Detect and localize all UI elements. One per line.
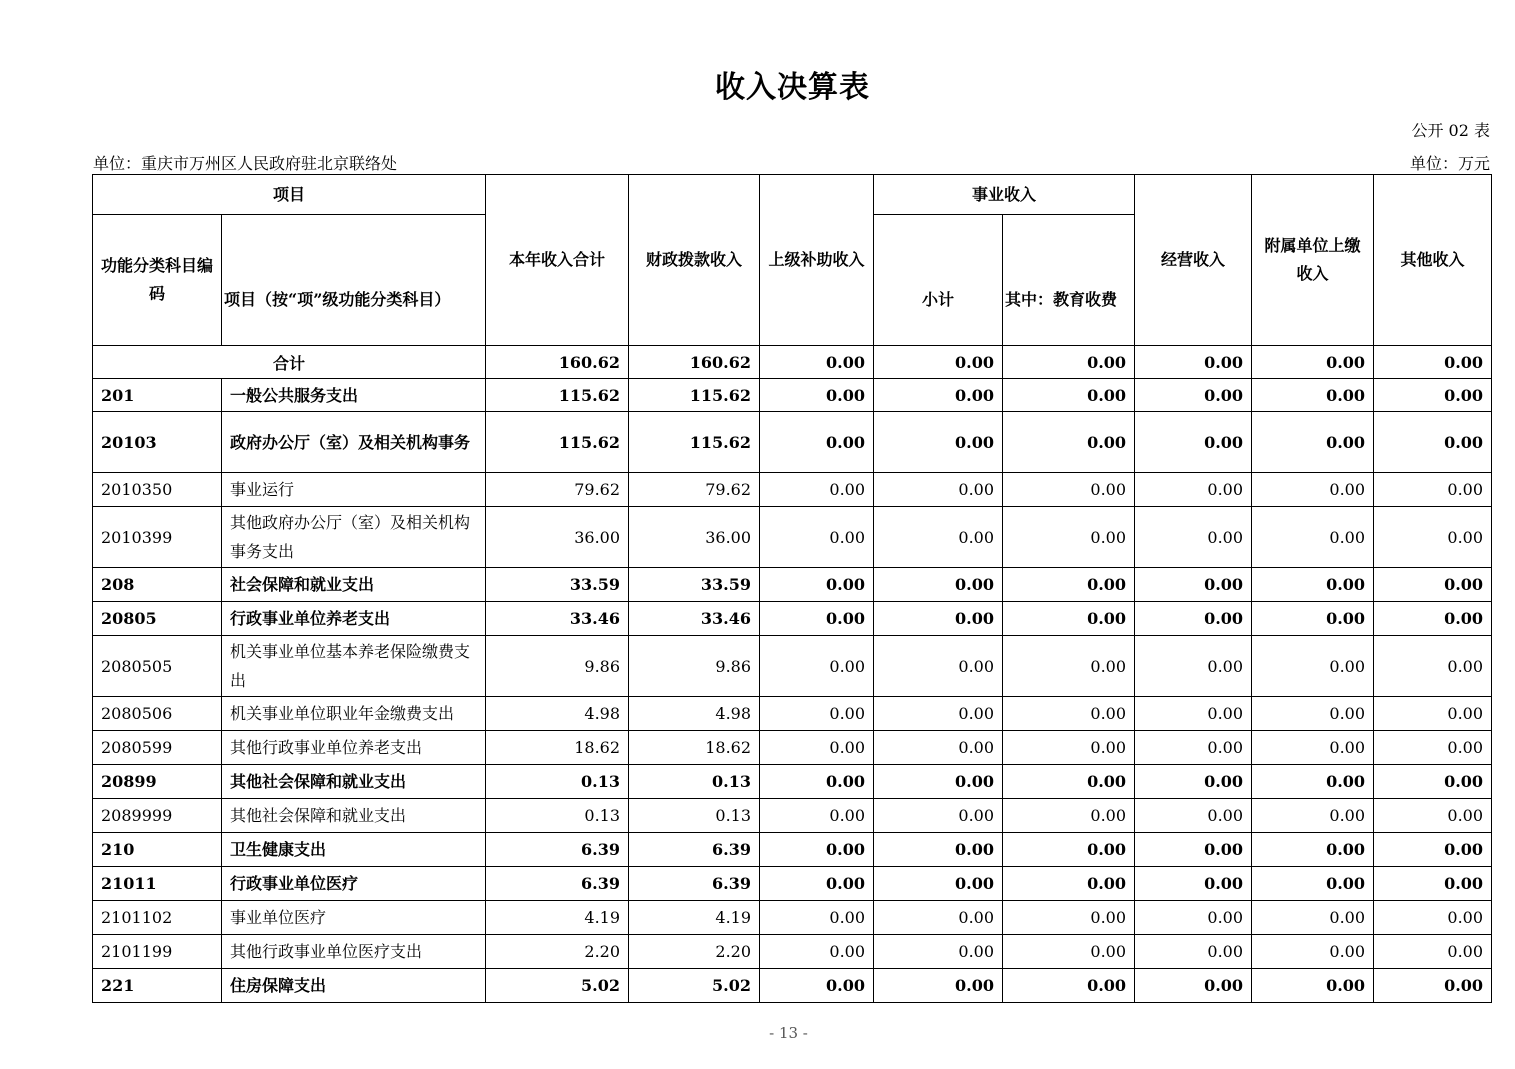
row-value: 0.00 [874, 935, 1003, 969]
row-value: 0.00 [1374, 833, 1492, 867]
income-table [92, 174, 1492, 1003]
row-name: 机关事业单位基本养老保险缴费支出 [222, 636, 486, 697]
row-value: 4.19 [486, 901, 629, 935]
row-name: 事业单位医疗 [222, 901, 486, 935]
row-value: 0.00 [1003, 901, 1135, 935]
row-value: 0.00 [760, 867, 874, 901]
table-row [93, 412, 1492, 473]
row-value: 0.00 [1003, 833, 1135, 867]
row-value: 0.00 [874, 731, 1003, 765]
row-value: 0.00 [874, 969, 1003, 1003]
row-value: 0.00 [1135, 935, 1252, 969]
total-value: 0.00 [874, 346, 1003, 379]
row-value: 0.00 [760, 935, 874, 969]
row-code: 201 [93, 379, 222, 412]
row-name: 社会保障和就业支出 [222, 568, 486, 602]
row-value: 0.00 [1003, 935, 1135, 969]
page-title: 收入决算表 [715, 70, 870, 105]
row-value: 0.00 [1135, 473, 1252, 507]
row-name: 事业运行 [222, 473, 486, 507]
row-value: 0.00 [1252, 833, 1374, 867]
row-name: 其他行政事业单位医疗支出 [222, 935, 486, 969]
row-value: 0.00 [1135, 379, 1252, 412]
header-name: 项目（按“项”级功能分类科目） [222, 215, 486, 346]
row-value: 33.59 [486, 568, 629, 602]
table-row [93, 833, 1492, 867]
header-fiscal: 财政拨款收入 [629, 175, 760, 346]
row-value: 5.02 [486, 969, 629, 1003]
table-row [93, 568, 1492, 602]
table-row [93, 602, 1492, 636]
row-name: 行政事业单位养老支出 [222, 602, 486, 636]
header-project-group: 项目 [93, 175, 486, 215]
row-value: 0.13 [629, 765, 760, 799]
row-value: 0.00 [1003, 969, 1135, 1003]
row-value: 6.39 [629, 833, 760, 867]
row-value: 33.46 [629, 602, 760, 636]
row-value: 4.98 [486, 697, 629, 731]
row-value: 0.00 [1252, 568, 1374, 602]
table-row [93, 765, 1492, 799]
row-value: 0.00 [1374, 969, 1492, 1003]
total-value: 160.62 [629, 346, 760, 379]
total-value: 0.00 [1374, 346, 1492, 379]
row-name: 行政事业单位医疗 [222, 867, 486, 901]
header-education: 其中：教育收费 [1003, 215, 1135, 346]
header-other: 其他收入 [1374, 175, 1492, 346]
row-value: 36.00 [629, 507, 760, 568]
row-value: 0.13 [486, 765, 629, 799]
row-value: 0.00 [1135, 697, 1252, 731]
row-value: 0.00 [874, 379, 1003, 412]
row-value: 0.00 [1135, 568, 1252, 602]
row-value: 0.00 [874, 568, 1003, 602]
table-row [93, 969, 1492, 1003]
row-value: 0.13 [629, 799, 760, 833]
row-value: 2.20 [629, 935, 760, 969]
total-value: 0.00 [1135, 346, 1252, 379]
row-value: 4.98 [629, 697, 760, 731]
row-value: 33.59 [629, 568, 760, 602]
row-name: 机关事业单位职业年金缴费支出 [222, 697, 486, 731]
row-code: 208 [93, 568, 222, 602]
row-value: 0.00 [1003, 568, 1135, 602]
row-value: 0.00 [760, 412, 874, 473]
row-code: 2101102 [93, 901, 222, 935]
row-value: 5.02 [629, 969, 760, 1003]
row-value: 0.00 [760, 969, 874, 1003]
row-value: 0.00 [1135, 833, 1252, 867]
row-value: 0.00 [1135, 969, 1252, 1003]
row-value: 0.00 [1003, 379, 1135, 412]
row-value: 0.00 [1374, 697, 1492, 731]
row-value: 0.00 [1252, 473, 1374, 507]
row-code: 2010399 [93, 507, 222, 568]
row-code: 2010350 [93, 473, 222, 507]
row-value: 0.00 [1135, 602, 1252, 636]
row-value: 0.00 [760, 765, 874, 799]
row-value: 0.00 [1252, 731, 1374, 765]
row-value: 0.00 [760, 636, 874, 697]
row-value: 0.00 [874, 412, 1003, 473]
row-value: 0.00 [760, 379, 874, 412]
row-value: 0.00 [874, 799, 1003, 833]
row-value: 115.62 [486, 412, 629, 473]
row-value: 0.00 [1374, 568, 1492, 602]
row-value: 0.00 [1003, 731, 1135, 765]
table-row [93, 799, 1492, 833]
row-value: 2.20 [486, 935, 629, 969]
table-row [93, 867, 1492, 901]
row-value: 0.00 [760, 697, 874, 731]
row-code: 2080505 [93, 636, 222, 697]
row-value: 0.00 [874, 765, 1003, 799]
header-operating: 经营收入 [1135, 175, 1252, 346]
row-value: 0.00 [1135, 901, 1252, 935]
total-row [93, 346, 1492, 379]
row-name: 政府办公厅（室）及相关机构事务 [222, 412, 486, 473]
header-subtotal: 小计 [874, 215, 1003, 346]
row-value: 0.00 [1252, 507, 1374, 568]
row-value: 0.00 [1003, 473, 1135, 507]
row-value: 0.00 [1252, 602, 1374, 636]
row-value: 0.00 [874, 697, 1003, 731]
row-value: 33.46 [486, 602, 629, 636]
row-value: 9.86 [629, 636, 760, 697]
row-value: 0.00 [874, 507, 1003, 568]
row-value: 0.00 [1252, 935, 1374, 969]
table-row [93, 697, 1492, 731]
row-value: 115.62 [486, 379, 629, 412]
row-value: 0.00 [1252, 765, 1374, 799]
total-value: 0.00 [1003, 346, 1135, 379]
row-value: 0.00 [1374, 602, 1492, 636]
row-value: 0.00 [760, 833, 874, 867]
row-value: 0.00 [1252, 901, 1374, 935]
row-value: 0.00 [1252, 636, 1374, 697]
row-value: 6.39 [486, 867, 629, 901]
row-value: 0.00 [1374, 473, 1492, 507]
header-total: 本年收入合计 [486, 175, 629, 346]
row-value: 0.00 [760, 507, 874, 568]
row-value: 6.39 [486, 833, 629, 867]
row-value: 0.00 [1003, 867, 1135, 901]
row-value: 0.00 [1003, 765, 1135, 799]
table-row [93, 507, 1492, 568]
row-value: 0.00 [874, 602, 1003, 636]
row-name: 卫生健康支出 [222, 833, 486, 867]
table-row [93, 901, 1492, 935]
row-value: 0.00 [1003, 507, 1135, 568]
row-value: 0.00 [760, 602, 874, 636]
row-value: 0.00 [1374, 799, 1492, 833]
row-value: 0.00 [1374, 379, 1492, 412]
table-row [93, 636, 1492, 697]
row-value: 0.00 [1374, 636, 1492, 697]
table-row [93, 379, 1492, 412]
row-code: 2080506 [93, 697, 222, 731]
row-value: 79.62 [486, 473, 629, 507]
row-value: 0.00 [1252, 379, 1374, 412]
row-value: 0.00 [1003, 412, 1135, 473]
row-value: 79.62 [629, 473, 760, 507]
row-value: 0.13 [486, 799, 629, 833]
row-value: 0.00 [1374, 731, 1492, 765]
currency-unit: 单位：万元 [1409, 154, 1490, 173]
row-value: 115.62 [629, 412, 760, 473]
row-value: 0.00 [1252, 697, 1374, 731]
row-name: 一般公共服务支出 [222, 379, 486, 412]
row-value: 9.86 [486, 636, 629, 697]
row-value: 0.00 [1135, 412, 1252, 473]
total-value: 160.62 [486, 346, 629, 379]
row-value: 36.00 [486, 507, 629, 568]
header-code: 功能分类科目编码 [93, 215, 222, 346]
row-value: 0.00 [1252, 412, 1374, 473]
row-value: 0.00 [874, 833, 1003, 867]
row-value: 0.00 [1135, 765, 1252, 799]
row-value: 0.00 [874, 473, 1003, 507]
row-value: 0.00 [1252, 867, 1374, 901]
header-affiliated: 附属单位上缴收入 [1252, 175, 1374, 346]
row-value: 0.00 [874, 636, 1003, 697]
row-value: 0.00 [760, 731, 874, 765]
row-value: 0.00 [760, 473, 874, 507]
row-code: 2089999 [93, 799, 222, 833]
row-value: 0.00 [1003, 602, 1135, 636]
row-value: 0.00 [1135, 731, 1252, 765]
total-value: 0.00 [760, 346, 874, 379]
row-value: 0.00 [1374, 412, 1492, 473]
row-code: 20103 [93, 412, 222, 473]
row-value: 0.00 [760, 901, 874, 935]
header-superior: 上级补助收入 [760, 175, 874, 346]
row-value: 0.00 [1003, 697, 1135, 731]
row-value: 0.00 [1374, 867, 1492, 901]
row-code: 20899 [93, 765, 222, 799]
row-value: 0.00 [1135, 507, 1252, 568]
row-name: 其他政府办公厅（室）及相关机构事务支出 [222, 507, 486, 568]
row-value: 18.62 [486, 731, 629, 765]
row-code: 20805 [93, 602, 222, 636]
table-row [93, 473, 1492, 507]
row-value: 0.00 [1374, 507, 1492, 568]
table-row [93, 731, 1492, 765]
row-code: 210 [93, 833, 222, 867]
row-value: 0.00 [874, 867, 1003, 901]
row-value: 0.00 [760, 799, 874, 833]
row-code: 21011 [93, 867, 222, 901]
row-value: 18.62 [629, 731, 760, 765]
total-label: 合计 [93, 346, 486, 379]
row-value: 0.00 [1374, 765, 1492, 799]
total-value: 0.00 [1252, 346, 1374, 379]
row-value: 0.00 [760, 568, 874, 602]
table-row [93, 935, 1492, 969]
row-code: 221 [93, 969, 222, 1003]
row-value: 0.00 [1374, 901, 1492, 935]
reporting-unit: 单位：重庆市万州区人民政府驻北京联络处 [93, 154, 398, 173]
row-value: 0.00 [1252, 799, 1374, 833]
row-name: 其他行政事业单位养老支出 [222, 731, 486, 765]
header-business-group: 事业收入 [874, 175, 1135, 215]
page-number: - 13 - [769, 1024, 808, 1042]
row-value: 0.00 [1135, 636, 1252, 697]
row-name: 住房保障支出 [222, 969, 486, 1003]
row-value: 0.00 [1003, 636, 1135, 697]
row-name: 其他社会保障和就业支出 [222, 765, 486, 799]
row-value: 0.00 [1252, 969, 1374, 1003]
row-code: 2080599 [93, 731, 222, 765]
row-value: 0.00 [874, 901, 1003, 935]
row-value: 0.00 [1135, 799, 1252, 833]
row-value: 0.00 [1135, 867, 1252, 901]
row-value: 0.00 [1374, 935, 1492, 969]
row-value: 4.19 [629, 901, 760, 935]
row-value: 115.62 [629, 379, 760, 412]
row-code: 2101199 [93, 935, 222, 969]
row-name: 其他社会保障和就业支出 [222, 799, 486, 833]
row-value: 6.39 [629, 867, 760, 901]
form-number: 公开 02 表 [1411, 121, 1490, 140]
row-value: 0.00 [1003, 799, 1135, 833]
